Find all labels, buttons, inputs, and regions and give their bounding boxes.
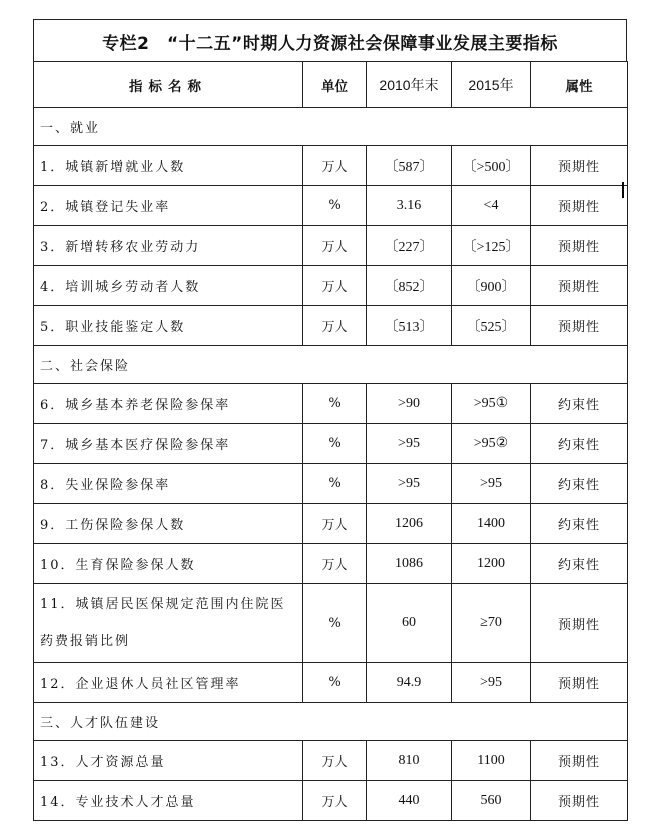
row-2010: 〔852〕 bbox=[367, 266, 452, 306]
indicator-table-frame bbox=[33, 19, 627, 829]
row-label-line: 药费报销比例 bbox=[40, 634, 131, 649]
table-row bbox=[34, 226, 628, 266]
row-attr: 约束性 bbox=[531, 384, 628, 424]
row-2015: >95② bbox=[452, 424, 531, 464]
row-2010: 1086 bbox=[367, 544, 452, 584]
row-attr: 预期性 bbox=[531, 266, 628, 306]
table-row bbox=[34, 266, 628, 306]
row-2015: >95① bbox=[452, 384, 531, 424]
row-2010: 810 bbox=[367, 741, 452, 781]
row-2010: >95 bbox=[367, 424, 452, 464]
row-attr: 预期性 bbox=[531, 306, 628, 346]
row-unit: % bbox=[303, 663, 367, 703]
row-unit: % bbox=[303, 464, 367, 504]
row-label: 8．失业保险参保率 bbox=[34, 464, 303, 504]
section-title: 三、人才队伍建设 bbox=[34, 703, 628, 741]
row-2015: 1100 bbox=[452, 741, 531, 781]
row-label bbox=[34, 584, 303, 663]
row-label: 2．城镇登记失业率 bbox=[34, 186, 303, 226]
row-2015: <4 bbox=[452, 186, 531, 226]
table-row bbox=[34, 544, 628, 584]
table-row bbox=[34, 306, 628, 346]
row-2015: 〔900〕 bbox=[452, 266, 531, 306]
row-2010: >90 bbox=[367, 384, 452, 424]
row-2010: >95 bbox=[367, 464, 452, 504]
header-2015: 2015年 bbox=[452, 62, 531, 108]
section-row bbox=[34, 108, 628, 146]
table-row bbox=[34, 781, 628, 821]
row-2010: 440 bbox=[367, 781, 452, 821]
section-row bbox=[34, 346, 628, 384]
table-row bbox=[34, 186, 628, 226]
table-row bbox=[34, 663, 628, 703]
table-title: 专栏2 “十二五”时期人力资源社会保障事业发展主要指标 bbox=[33, 19, 627, 62]
row-unit: % bbox=[303, 384, 367, 424]
table-row bbox=[34, 384, 628, 424]
row-label: 6．城乡基本养老保险参保率 bbox=[34, 384, 303, 424]
section-title: 二、社会保险 bbox=[34, 346, 628, 384]
text-cursor bbox=[622, 182, 624, 198]
row-attr: 约束性 bbox=[531, 544, 628, 584]
row-attr: 预期性 bbox=[531, 146, 628, 186]
row-attr: 预期性 bbox=[531, 781, 628, 821]
row-2010: 1206 bbox=[367, 504, 452, 544]
row-label: 9．工伤保险参保人数 bbox=[34, 504, 303, 544]
row-unit: 万人 bbox=[303, 146, 367, 186]
table-row bbox=[34, 146, 628, 186]
table-row bbox=[34, 464, 628, 504]
row-unit: 万人 bbox=[303, 504, 367, 544]
row-2010: 〔513〕 bbox=[367, 306, 452, 346]
row-label: 14．专业技术人才总量 bbox=[34, 781, 303, 821]
header-2010: 2010年末 bbox=[367, 62, 452, 108]
row-2015: ≥70 bbox=[452, 584, 531, 663]
row-label: 7．城乡基本医疗保险参保率 bbox=[34, 424, 303, 464]
header-attr: 属性 bbox=[531, 62, 628, 108]
row-unit: % bbox=[303, 186, 367, 226]
row-2015: 〔>125〕 bbox=[452, 226, 531, 266]
row-attr: 预期性 bbox=[531, 741, 628, 781]
header-row bbox=[34, 62, 628, 108]
row-2010: 94.9 bbox=[367, 663, 452, 703]
row-2010: 60 bbox=[367, 584, 452, 663]
row-attr: 约束性 bbox=[531, 504, 628, 544]
table-row bbox=[34, 504, 628, 544]
row-label: 4．培训城乡劳动者人数 bbox=[34, 266, 303, 306]
indicator-table bbox=[33, 61, 628, 821]
row-2015: >95 bbox=[452, 464, 531, 504]
row-unit: 万人 bbox=[303, 306, 367, 346]
row-unit: 万人 bbox=[303, 226, 367, 266]
section-title: 一、就业 bbox=[34, 108, 628, 146]
row-unit: 万人 bbox=[303, 544, 367, 584]
row-2010: 3.16 bbox=[367, 186, 452, 226]
row-label: 5．职业技能鉴定人数 bbox=[34, 306, 303, 346]
table-row bbox=[34, 584, 628, 663]
row-label: 12．企业退休人员社区管理率 bbox=[34, 663, 303, 703]
row-2015: >95 bbox=[452, 663, 531, 703]
row-unit: % bbox=[303, 584, 367, 663]
table-row bbox=[34, 741, 628, 781]
row-2010: 〔227〕 bbox=[367, 226, 452, 266]
row-attr: 预期性 bbox=[531, 226, 628, 266]
row-2015: 〔>500〕 bbox=[452, 146, 531, 186]
row-unit: % bbox=[303, 424, 367, 464]
row-2015: 1400 bbox=[452, 504, 531, 544]
section-row bbox=[34, 703, 628, 741]
row-label: 10．生育保险参保人数 bbox=[34, 544, 303, 584]
row-unit: 万人 bbox=[303, 266, 367, 306]
row-2015: 〔525〕 bbox=[452, 306, 531, 346]
header-name: 指标名称 bbox=[34, 62, 303, 108]
row-label: 1．城镇新增就业人数 bbox=[34, 146, 303, 186]
row-attr: 约束性 bbox=[531, 424, 628, 464]
table-row bbox=[34, 424, 628, 464]
row-unit: 万人 bbox=[303, 741, 367, 781]
row-unit: 万人 bbox=[303, 781, 367, 821]
row-label-line: 11．城镇居民医保规定范围内住院医 bbox=[40, 597, 286, 612]
row-attr: 预期性 bbox=[531, 663, 628, 703]
row-attr: 预期性 bbox=[531, 186, 628, 226]
row-attr: 预期性 bbox=[531, 584, 628, 663]
header-unit: 单位 bbox=[303, 62, 367, 108]
row-label: 13．人才资源总量 bbox=[34, 741, 303, 781]
row-2010: 〔587〕 bbox=[367, 146, 452, 186]
row-2015: 1200 bbox=[452, 544, 531, 584]
row-2015: 560 bbox=[452, 781, 531, 821]
row-label: 3．新增转移农业劳动力 bbox=[34, 226, 303, 266]
row-attr: 约束性 bbox=[531, 464, 628, 504]
